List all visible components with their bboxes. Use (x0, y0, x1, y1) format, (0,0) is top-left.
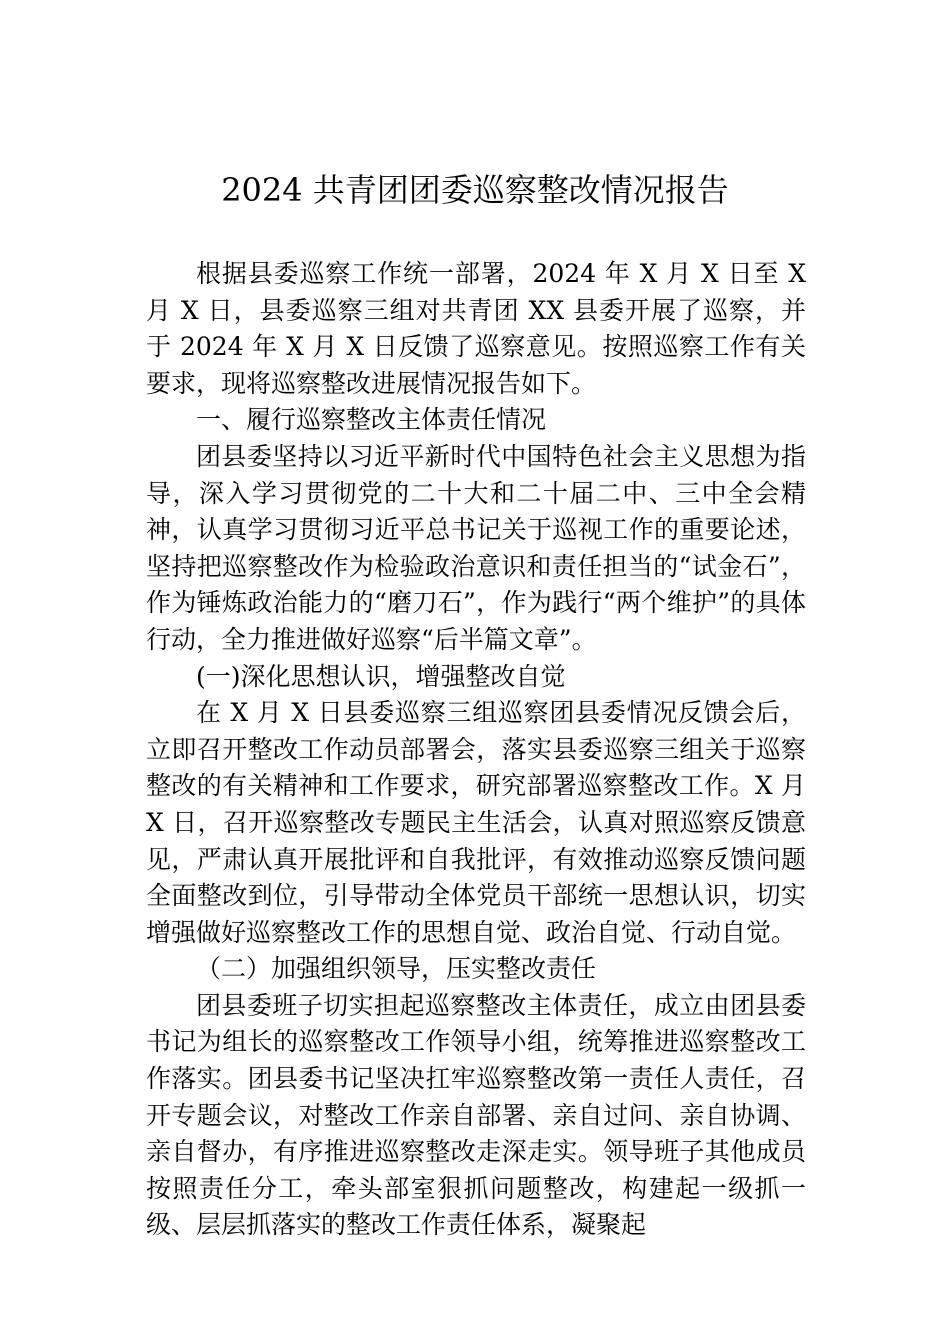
section-1-paragraph: 团县委坚持以习近平新时代中国特色社会主义思想为指导，深入学习贯彻党的二十大和二十届二中、三中全会精神，认真学习贯彻习近平总书记关于巡视工作的重要论述，坚持把巡察整改作为检验政治意识和责任担当的“试金石”，作为锤炼政治能力的“磨刀石”，作为践行“两个维护”的具体行动，全力推进做好巡察“后半篇文章”。 (146, 441, 806, 654)
subsection-1-heading: (一)深化思想认识，增强整改自觉 (196, 661, 566, 691)
document-body (146, 256, 806, 1244)
subsection-2-paragraph: 团县委班子切实担起巡察整改主体责任，成立由团县委书记为组长的巡察整改工作领导小组，统筹推进巡察整改工作落实。团县委书记坚决扛牢巡察整改第一责任人责任，召开专题会议，对整改工作亲自部署、亲自过问、亲自协调、亲自督办，有序推进巡察整改走深走实。领导班子其他成员按照责任分工，牵头部室狠抓问题整改，构建起一级抓一级、层层抓落实的整改工作责任体系，凝聚起 (146, 990, 806, 1240)
subsection-1-paragraph: 在 X 月 X 日县委巡察三组巡察团县委情况反馈会后，立即召开整改工作动员部署会，落实县委巡察三组关于巡察整改的有关精神和工作要求，研究部署巡察整改工作。X 月 X 日，召开巡察整改专题民主生活会，认真对照巡察反馈意见，严肃认真开展批评和自我批评，有效推动巡察反馈问题全面整改到位，引导带动全体党员干部统一思想认识，切实增强做好巡察整改工作的思想自觉、政治自觉、行动自觉。 (146, 698, 806, 947)
document-title: 2024 共青团团委巡察整改情况报告 (221, 171, 729, 209)
section-1-heading: 一、履行巡察整改主体责任情况 (196, 405, 547, 435)
intro-paragraph: 根据县委巡察工作统一部署，2024 年 X 月 X 日至 X 月 X 日，县委巡察三组对共青团 XX 县委开展了巡察，并于 2024 年 X 月 X 日反馈了巡察意见。按照巡察工作有关要求，现将巡察整改进展情况报告如下。 (146, 259, 806, 398)
subsection-2-heading: （二）加强组织领导，压实整改责任 (196, 954, 597, 984)
